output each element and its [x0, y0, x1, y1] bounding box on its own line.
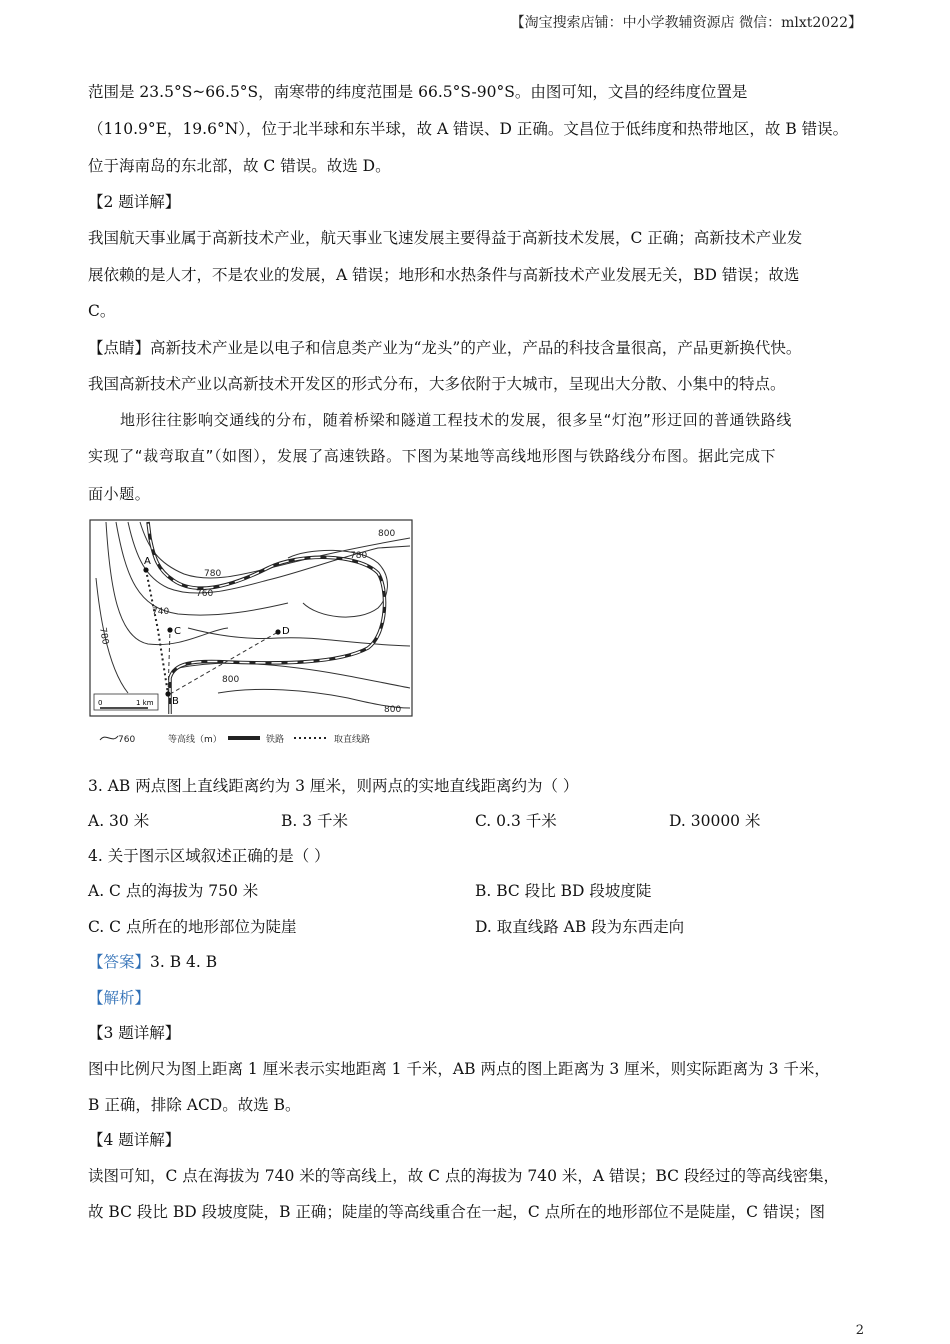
- answer-line: [88, 952, 217, 972]
- q3-option-b: B. 3 千米: [281, 812, 349, 830]
- question-3-stem: 3. AB 两点图上直线距离约为 3 厘米，则两点的实地直线距离约为（ ）: [88, 777, 579, 795]
- contour-label: 760: [196, 589, 214, 599]
- point-b: [165, 691, 170, 696]
- tip-line: 我国高新技术产业以高新技术开发区的形式分布，大多依附于大城市，呈现出大分散、小集中的特点。: [88, 375, 786, 393]
- q3-option-d: D. 30000 米: [669, 812, 761, 830]
- intro-line: 地形往往影响交通线的分布，随着桥梁和隧道工程技术的发展，很多呈“灯泡”形迂回的普通铁路线: [120, 411, 792, 429]
- contour-label: 800: [222, 675, 240, 685]
- analysis-label: 【解析】: [88, 989, 151, 1007]
- text-line: 范围是 23.5°S~66.5°S，南寒带的纬度范围是 66.5°S-90°S。由图可知，文昌的经纬度位置是: [88, 83, 748, 101]
- answer-label: 【答案】: [88, 953, 151, 971]
- contour-label: 740: [152, 607, 170, 617]
- point-d: [275, 629, 280, 634]
- point-label-d: D: [282, 626, 290, 637]
- contour-label: 780: [350, 551, 368, 561]
- section-title: 【3 题详解】: [88, 1024, 181, 1042]
- page-number: 2: [855, 1323, 864, 1338]
- text-line: B 正确，排除 ACD。故选 B。: [88, 1096, 301, 1114]
- q4-option-c: C. C 点所在的地形部位为陡崖: [88, 918, 297, 936]
- text-line: 展依赖的是人才，不是农业的发展，A 错误；地形和水热条件与高新技术产业发展无关，BD 错误；故选: [88, 266, 800, 284]
- legend-contour-sample: 760: [118, 735, 136, 745]
- legend-contour-symbol: [100, 736, 118, 740]
- point-a: [143, 567, 148, 572]
- legend-railway-symbol: [228, 736, 260, 740]
- question-4-stem: 4. 关于图示区域叙述正确的是（ ）: [88, 847, 330, 865]
- legend-contour-label: 等高线（m）: [168, 735, 222, 745]
- text-line: 位于海南岛的东北部，故 C 错误。故选 D。: [88, 157, 391, 175]
- contour-map-figure: [88, 518, 418, 748]
- text-line: C。: [88, 302, 116, 320]
- text-line: 读图可知，C 点在海拔为 740 米的等高线上，故 C 点的海拔为 740 米，A 错误；BC 段经过的等高线密集，: [88, 1167, 839, 1185]
- tip-line: 【点睛】高新技术产业是以电子和信息类产业为“龙头”的产业，产品的科技含量很高，产品更新换代快。: [88, 339, 802, 357]
- text-line: 我国航天事业属于高新技术产业，航天事业飞速发展主要得益于高新技术发展，C 正确；高新技术产业发: [88, 229, 803, 247]
- q3-option-a: A. 30 米: [88, 812, 150, 830]
- contour-label: 780: [204, 569, 222, 579]
- q4-option-d: D. 取直线路 AB 段为东西走向: [475, 918, 685, 936]
- text-line: 故 BC 段比 BD 段坡度陡，B 正确；陡崖的等高线重合在一起，C 点所在的地形部位不是陡崖，C 错误；图: [88, 1203, 825, 1221]
- answer-text: 3. B 4. B: [150, 953, 218, 971]
- contour-label: 800: [378, 529, 396, 539]
- q4-option-b: B. BC 段比 BD 段坡度陡: [475, 882, 652, 900]
- scale-label-km: 1 km: [136, 699, 154, 707]
- intro-line: 面小题。: [88, 485, 151, 503]
- contour-map: [88, 518, 418, 748]
- text-line: （110.9°E，19.6°N），位于北半球和东半球，故 A 错误、D 正确。文昌位于低纬度和热带地区，故 B 错误。: [88, 120, 849, 138]
- point-label-c: C: [174, 626, 181, 637]
- point-label-b: B: [172, 696, 179, 707]
- text-line: 图中比例尺为图上距离 1 厘米表示实地距离 1 千米，AB 两点的图上距离为 3 厘米，则实际距离为 3 千米，: [88, 1060, 830, 1078]
- contour-label: 780: [97, 626, 110, 646]
- q3-option-c: C. 0.3 千米: [475, 812, 557, 830]
- intro-line: 实现了“裁弯取直”（如图），发展了高速铁路。下图为某地等高线地形图与铁路线分布图。据此完成下: [88, 447, 777, 465]
- point-label-a: A: [144, 556, 151, 567]
- section-title: 【4 题详解】: [88, 1131, 181, 1149]
- section-title: 【2 题详解】: [88, 193, 181, 211]
- q4-option-a: A. C 点的海拔为 750 米: [88, 882, 259, 900]
- legend-straight-label: 取直线路: [334, 735, 371, 745]
- page-header: 【淘宝搜索店铺：中小学教辅资源店 微信：mlxt2022】: [510, 15, 862, 31]
- legend-railway-label: 铁路: [266, 735, 285, 745]
- contour-label: 800: [384, 705, 402, 715]
- point-c: [167, 627, 172, 632]
- scale-label-zero: 0: [98, 699, 103, 707]
